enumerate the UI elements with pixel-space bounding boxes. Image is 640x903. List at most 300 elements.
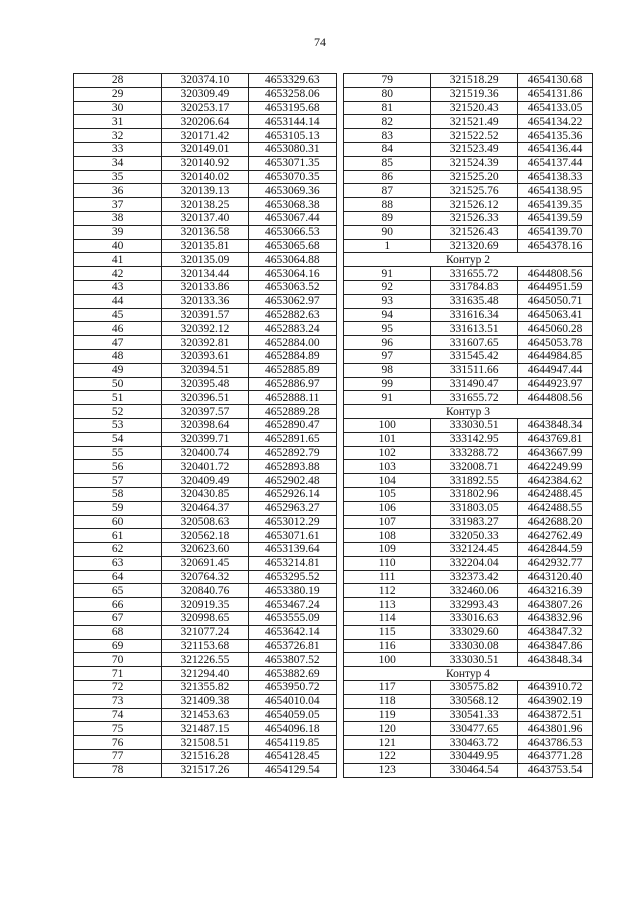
table-row [344, 142, 593, 156]
table-row [74, 308, 337, 322]
table-row [74, 322, 337, 336]
point-number-cell: 59 [74, 501, 162, 515]
x-coordinate-cell: 321524.39 [431, 156, 518, 170]
x-coordinate-cell: 333029.60 [431, 625, 518, 639]
x-coordinate-cell: 331802.96 [431, 487, 518, 501]
x-coordinate-cell: 321077.24 [162, 625, 248, 639]
y-coordinate-cell: 4642249.99 [518, 460, 593, 474]
table-row [344, 625, 593, 639]
table-row [74, 446, 337, 460]
table-row [344, 418, 593, 432]
table-row [344, 681, 593, 695]
x-coordinate-cell: 333030.08 [431, 639, 518, 653]
point-number-cell: 40 [74, 239, 162, 253]
y-coordinate-cell: 4652884.00 [248, 336, 336, 350]
table-row [344, 239, 593, 253]
x-coordinate-cell: 320764.32 [162, 570, 248, 584]
table-row [344, 391, 593, 405]
x-coordinate-cell: 331655.72 [431, 267, 518, 281]
table-row [74, 763, 337, 777]
point-number-cell: 85 [344, 156, 431, 170]
table-row [74, 722, 337, 736]
point-number-cell: 53 [74, 418, 162, 432]
point-number-cell: 97 [344, 349, 431, 363]
y-coordinate-cell: 4654130.68 [518, 74, 593, 88]
table-row [74, 556, 337, 570]
table-row [74, 584, 337, 598]
x-coordinate-cell: 320139.13 [162, 184, 248, 198]
y-coordinate-cell: 4653258.06 [248, 87, 336, 101]
point-number-cell: 46 [74, 322, 162, 336]
table-row [344, 211, 593, 225]
x-coordinate-cell: 320840.76 [162, 584, 248, 598]
x-coordinate-cell: 320623.60 [162, 543, 248, 557]
table-row [74, 74, 337, 88]
x-coordinate-cell: 321522.52 [431, 129, 518, 143]
x-coordinate-cell: 321526.43 [431, 225, 518, 239]
point-number-cell: 120 [344, 722, 431, 736]
x-coordinate-cell: 321518.29 [431, 74, 518, 88]
x-coordinate-cell: 320309.49 [162, 87, 248, 101]
table-row [74, 487, 337, 501]
y-coordinate-cell: 4652926.14 [248, 487, 336, 501]
x-coordinate-cell: 331616.34 [431, 308, 518, 322]
point-number-cell: 38 [74, 211, 162, 225]
x-coordinate-cell: 332460.06 [431, 584, 518, 598]
table-row [74, 239, 337, 253]
y-coordinate-cell: 4653329.63 [248, 74, 336, 88]
table-row [74, 750, 337, 764]
x-coordinate-cell: 331803.05 [431, 501, 518, 515]
y-coordinate-cell: 4652884.89 [248, 349, 336, 363]
y-coordinate-cell: 4652902.48 [248, 474, 336, 488]
x-coordinate-cell: 321320.69 [431, 239, 518, 253]
table-row [344, 694, 593, 708]
table-row [74, 598, 337, 612]
point-number-cell: 44 [74, 294, 162, 308]
point-number-cell: 41 [74, 253, 162, 267]
point-number-cell: 122 [344, 750, 431, 764]
x-coordinate-cell: 332124.45 [431, 543, 518, 557]
y-coordinate-cell: 4653071.61 [248, 529, 336, 543]
y-coordinate-cell: 4654128.45 [248, 750, 336, 764]
table-row [344, 101, 593, 115]
x-coordinate-cell: 320392.12 [162, 322, 248, 336]
x-coordinate-cell: 320138.25 [162, 198, 248, 212]
contour-heading: Контур 2 [344, 253, 593, 267]
point-number-cell: 88 [344, 198, 431, 212]
y-coordinate-cell: 4645053.78 [518, 336, 593, 350]
point-number-cell: 48 [74, 349, 162, 363]
x-coordinate-cell: 320393.61 [162, 349, 248, 363]
y-coordinate-cell: 4653080.31 [248, 142, 336, 156]
point-number-cell: 39 [74, 225, 162, 239]
table-row [344, 529, 593, 543]
point-number-cell: 36 [74, 184, 162, 198]
x-coordinate-cell: 331490.47 [431, 377, 518, 391]
point-number-cell: 103 [344, 460, 431, 474]
point-number-cell: 123 [344, 763, 431, 777]
point-number-cell: 82 [344, 115, 431, 129]
y-coordinate-cell: 4654134.22 [518, 115, 593, 129]
table-row [74, 170, 337, 184]
point-number-cell: 94 [344, 308, 431, 322]
x-coordinate-cell: 332993.43 [431, 598, 518, 612]
y-coordinate-cell: 4642762.49 [518, 529, 593, 543]
x-coordinate-cell: 320430.85 [162, 487, 248, 501]
table-row [74, 363, 337, 377]
point-number-cell: 34 [74, 156, 162, 170]
table-row [74, 156, 337, 170]
point-number-cell: 64 [74, 570, 162, 584]
coordinate-tables [73, 73, 593, 778]
x-coordinate-cell: 331613.51 [431, 322, 518, 336]
y-coordinate-cell: 4645063.41 [518, 308, 593, 322]
right-table-body [344, 74, 593, 778]
table-row [74, 639, 337, 653]
y-coordinate-cell: 4653068.38 [248, 198, 336, 212]
point-number-cell: 30 [74, 101, 162, 115]
point-number-cell: 112 [344, 584, 431, 598]
y-coordinate-cell: 4654136.44 [518, 142, 593, 156]
y-coordinate-cell: 4643848.34 [518, 653, 593, 667]
y-coordinate-cell: 4643848.34 [518, 418, 593, 432]
point-number-cell: 28 [74, 74, 162, 88]
table-row [74, 101, 337, 115]
table-row [344, 432, 593, 446]
x-coordinate-cell: 320136.58 [162, 225, 248, 239]
x-coordinate-cell: 332050.33 [431, 529, 518, 543]
y-coordinate-cell: 4645050.71 [518, 294, 593, 308]
point-number-cell: 91 [344, 391, 431, 405]
point-number-cell: 74 [74, 708, 162, 722]
point-number-cell: 78 [74, 763, 162, 777]
table-row [74, 377, 337, 391]
x-coordinate-cell: 333288.72 [431, 446, 518, 460]
y-coordinate-cell: 4653069.36 [248, 184, 336, 198]
table-row [344, 515, 593, 529]
point-number-cell: 87 [344, 184, 431, 198]
x-coordinate-cell: 320691.45 [162, 556, 248, 570]
point-number-cell: 62 [74, 543, 162, 557]
y-coordinate-cell: 4643667.99 [518, 446, 593, 460]
y-coordinate-cell: 4653295.52 [248, 570, 336, 584]
table-row [74, 653, 337, 667]
section-header-row [344, 667, 593, 681]
table-row [74, 405, 337, 419]
point-number-cell: 84 [344, 142, 431, 156]
y-coordinate-cell: 4652893.88 [248, 460, 336, 474]
x-coordinate-cell: 321294.40 [162, 667, 248, 681]
x-coordinate-cell: 321516.28 [162, 750, 248, 764]
y-coordinate-cell: 4653144.14 [248, 115, 336, 129]
point-number-cell: 114 [344, 612, 431, 626]
y-coordinate-cell: 4652963.27 [248, 501, 336, 515]
table-row [74, 336, 337, 350]
point-number-cell: 101 [344, 432, 431, 446]
table-row [74, 515, 337, 529]
y-coordinate-cell: 4653195.68 [248, 101, 336, 115]
table-row [344, 74, 593, 88]
y-coordinate-cell: 4654138.95 [518, 184, 593, 198]
x-coordinate-cell: 321521.49 [431, 115, 518, 129]
table-row [74, 625, 337, 639]
point-number-cell: 43 [74, 280, 162, 294]
table-row [344, 722, 593, 736]
x-coordinate-cell: 330463.72 [431, 736, 518, 750]
point-number-cell: 61 [74, 529, 162, 543]
x-coordinate-cell: 321453.63 [162, 708, 248, 722]
point-number-cell: 92 [344, 280, 431, 294]
table-row [344, 198, 593, 212]
point-number-cell: 79 [344, 74, 431, 88]
y-coordinate-cell: 4643753.54 [518, 763, 593, 777]
y-coordinate-cell: 4642932.77 [518, 556, 593, 570]
point-number-cell: 31 [74, 115, 162, 129]
point-number-cell: 109 [344, 543, 431, 557]
table-row [74, 211, 337, 225]
x-coordinate-cell: 321519.36 [431, 87, 518, 101]
x-coordinate-cell: 331511.66 [431, 363, 518, 377]
x-coordinate-cell: 321517.26 [162, 763, 248, 777]
x-coordinate-cell: 321526.12 [431, 198, 518, 212]
table-row [344, 556, 593, 570]
y-coordinate-cell: 4644947.44 [518, 363, 593, 377]
x-coordinate-cell: 331892.55 [431, 474, 518, 488]
table-row [74, 391, 337, 405]
point-number-cell: 57 [74, 474, 162, 488]
table-row [74, 570, 337, 584]
table-row [344, 446, 593, 460]
y-coordinate-cell: 4644984.85 [518, 349, 593, 363]
left-table-body [74, 74, 337, 778]
table-row [344, 584, 593, 598]
point-number-cell: 35 [74, 170, 162, 184]
point-number-cell: 90 [344, 225, 431, 239]
x-coordinate-cell: 321487.15 [162, 722, 248, 736]
y-coordinate-cell: 4653726.81 [248, 639, 336, 653]
point-number-cell: 111 [344, 570, 431, 584]
point-number-cell: 54 [74, 432, 162, 446]
point-number-cell: 73 [74, 694, 162, 708]
x-coordinate-cell: 320998.65 [162, 612, 248, 626]
x-coordinate-cell: 321153.68 [162, 639, 248, 653]
point-number-cell: 98 [344, 363, 431, 377]
point-number-cell: 77 [74, 750, 162, 764]
contour-heading: Контур 3 [344, 405, 593, 419]
point-number-cell: 80 [344, 87, 431, 101]
point-number-cell: 33 [74, 142, 162, 156]
y-coordinate-cell: 4642488.45 [518, 487, 593, 501]
table-row [344, 349, 593, 363]
table-row [74, 142, 337, 156]
x-coordinate-cell: 333030.51 [431, 653, 518, 667]
table-row [344, 184, 593, 198]
table-row [344, 612, 593, 626]
table-row [74, 253, 337, 267]
table-row [344, 294, 593, 308]
y-coordinate-cell: 4653380.19 [248, 584, 336, 598]
point-number-cell: 52 [74, 405, 162, 419]
point-number-cell: 68 [74, 625, 162, 639]
point-number-cell: 32 [74, 129, 162, 143]
x-coordinate-cell: 320140.02 [162, 170, 248, 184]
y-coordinate-cell: 4642384.62 [518, 474, 593, 488]
x-coordinate-cell: 331784.83 [431, 280, 518, 294]
point-number-cell: 83 [344, 129, 431, 143]
table-row [74, 294, 337, 308]
x-coordinate-cell: 320400.74 [162, 446, 248, 460]
x-coordinate-cell: 333030.51 [431, 418, 518, 432]
x-coordinate-cell: 320464.37 [162, 501, 248, 515]
point-number-cell: 107 [344, 515, 431, 529]
point-number-cell: 81 [344, 101, 431, 115]
point-number-cell: 86 [344, 170, 431, 184]
table-row [344, 639, 593, 653]
x-coordinate-cell: 320253.17 [162, 101, 248, 115]
table-row [74, 280, 337, 294]
y-coordinate-cell: 4654096.18 [248, 722, 336, 736]
x-coordinate-cell: 320401.72 [162, 460, 248, 474]
x-coordinate-cell: 331983.27 [431, 515, 518, 529]
x-coordinate-cell: 330541.33 [431, 708, 518, 722]
y-coordinate-cell: 4654139.59 [518, 211, 593, 225]
y-coordinate-cell: 4643847.32 [518, 625, 593, 639]
x-coordinate-cell: 320206.64 [162, 115, 248, 129]
point-number-cell: 50 [74, 377, 162, 391]
y-coordinate-cell: 4643832.96 [518, 612, 593, 626]
y-coordinate-cell: 4644951.59 [518, 280, 593, 294]
y-coordinate-cell: 4642688.20 [518, 515, 593, 529]
y-coordinate-cell: 4654137.44 [518, 156, 593, 170]
y-coordinate-cell: 4653807.52 [248, 653, 336, 667]
point-number-cell: 102 [344, 446, 431, 460]
point-number-cell: 100 [344, 653, 431, 667]
x-coordinate-cell: 321525.20 [431, 170, 518, 184]
table-row [344, 474, 593, 488]
table-row [74, 198, 337, 212]
x-coordinate-cell: 321520.43 [431, 101, 518, 115]
left-coordinate-table [73, 73, 337, 778]
x-coordinate-cell: 321508.51 [162, 736, 248, 750]
y-coordinate-cell: 4643120.40 [518, 570, 593, 584]
table-row [74, 681, 337, 695]
y-coordinate-cell: 4653071.35 [248, 156, 336, 170]
y-coordinate-cell: 4654135.36 [518, 129, 593, 143]
y-coordinate-cell: 4643216.39 [518, 584, 593, 598]
point-number-cell: 67 [74, 612, 162, 626]
table-row [344, 129, 593, 143]
x-coordinate-cell: 320135.81 [162, 239, 248, 253]
table-row [344, 763, 593, 777]
x-coordinate-cell: 333142.95 [431, 432, 518, 446]
table-row [74, 418, 337, 432]
x-coordinate-cell: 331607.65 [431, 336, 518, 350]
table-row [74, 432, 337, 446]
x-coordinate-cell: 331655.72 [431, 391, 518, 405]
x-coordinate-cell: 320398.64 [162, 418, 248, 432]
point-number-cell: 75 [74, 722, 162, 736]
table-row [344, 598, 593, 612]
x-coordinate-cell: 321226.55 [162, 653, 248, 667]
point-number-cell: 93 [344, 294, 431, 308]
point-number-cell: 65 [74, 584, 162, 598]
y-coordinate-cell: 4653105.13 [248, 129, 336, 143]
point-number-cell: 104 [344, 474, 431, 488]
y-coordinate-cell: 4653064.16 [248, 267, 336, 281]
table-row [74, 736, 337, 750]
table-row [344, 363, 593, 377]
table-row [74, 612, 337, 626]
y-coordinate-cell: 4653070.35 [248, 170, 336, 184]
table-row [344, 280, 593, 294]
y-coordinate-cell: 4652891.65 [248, 432, 336, 446]
y-coordinate-cell: 4652890.47 [248, 418, 336, 432]
point-number-cell: 105 [344, 487, 431, 501]
table-row [344, 377, 593, 391]
y-coordinate-cell: 4642488.55 [518, 501, 593, 515]
y-coordinate-cell: 4652889.28 [248, 405, 336, 419]
y-coordinate-cell: 4652892.79 [248, 446, 336, 460]
x-coordinate-cell: 330568.12 [431, 694, 518, 708]
x-coordinate-cell: 320508.63 [162, 515, 248, 529]
y-coordinate-cell: 4653214.81 [248, 556, 336, 570]
y-coordinate-cell: 4643769.81 [518, 432, 593, 446]
point-number-cell: 51 [74, 391, 162, 405]
point-number-cell: 115 [344, 625, 431, 639]
point-number-cell: 69 [74, 639, 162, 653]
table-row [344, 87, 593, 101]
x-coordinate-cell: 320137.40 [162, 211, 248, 225]
point-number-cell: 99 [344, 377, 431, 391]
y-coordinate-cell: 4653062.97 [248, 294, 336, 308]
point-number-cell: 47 [74, 336, 162, 350]
x-coordinate-cell: 330464.54 [431, 763, 518, 777]
point-number-cell: 118 [344, 694, 431, 708]
y-coordinate-cell: 4643771.28 [518, 750, 593, 764]
y-coordinate-cell: 4652883.24 [248, 322, 336, 336]
point-number-cell: 100 [344, 418, 431, 432]
x-coordinate-cell: 331635.48 [431, 294, 518, 308]
table-row [344, 336, 593, 350]
x-coordinate-cell: 320374.10 [162, 74, 248, 88]
y-coordinate-cell: 4644808.56 [518, 267, 593, 281]
point-number-cell: 49 [74, 363, 162, 377]
point-number-cell: 56 [74, 460, 162, 474]
point-number-cell: 106 [344, 501, 431, 515]
x-coordinate-cell: 320134.44 [162, 267, 248, 281]
y-coordinate-cell: 4654139.35 [518, 198, 593, 212]
page-number: 74 [314, 35, 326, 49]
point-number-cell: 89 [344, 211, 431, 225]
point-number-cell: 42 [74, 267, 162, 281]
point-number-cell: 55 [74, 446, 162, 460]
table-row [74, 667, 337, 681]
y-coordinate-cell: 4652886.97 [248, 377, 336, 391]
y-coordinate-cell: 4653882.69 [248, 667, 336, 681]
x-coordinate-cell: 333016.63 [431, 612, 518, 626]
y-coordinate-cell: 4654138.33 [518, 170, 593, 184]
table-row [74, 87, 337, 101]
x-coordinate-cell: 320392.81 [162, 336, 248, 350]
point-number-cell: 91 [344, 267, 431, 281]
x-coordinate-cell: 320919.35 [162, 598, 248, 612]
x-coordinate-cell: 320171.42 [162, 129, 248, 143]
table-row [344, 322, 593, 336]
y-coordinate-cell: 4644923.97 [518, 377, 593, 391]
point-number-cell: 113 [344, 598, 431, 612]
y-coordinate-cell: 4653642.14 [248, 625, 336, 639]
